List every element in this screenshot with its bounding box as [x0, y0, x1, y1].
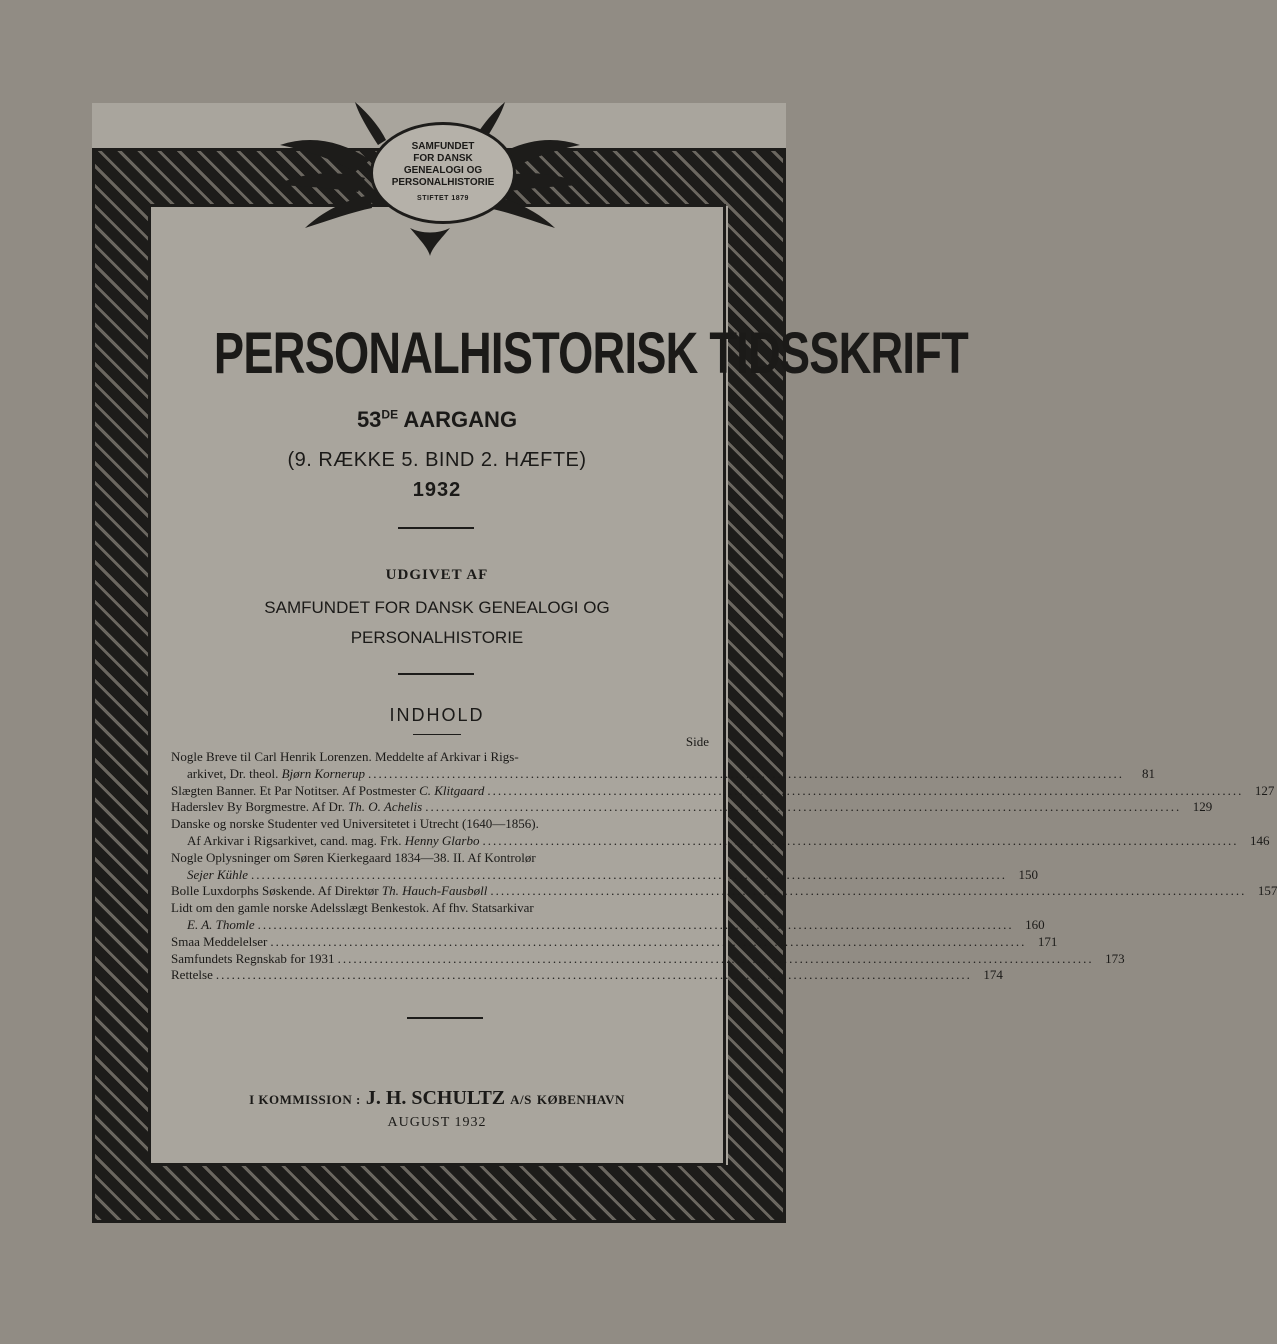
- seal-line-4: PERSONALHISTORIE: [391, 177, 495, 188]
- page-column-label: Side: [685, 734, 709, 749]
- toc-entry: [171, 832, 1270, 850]
- toc-entry-text: Samfundets Regnskab for 1931: [171, 950, 335, 966]
- series-line: (9. RÆKKE 5. BIND 2. HÆFTE): [287, 449, 587, 471]
- toc-entry: [171, 866, 1039, 884]
- volume-number: 53: [356, 407, 382, 432]
- toc-entry-author: Th. O. Achelis: [348, 799, 423, 815]
- toc-page-number: 146: [1249, 832, 1270, 848]
- toc-entry-text: Haderslev By Borgmestre. Af Dr.: [171, 799, 349, 815]
- toc-entry-title: [171, 951, 335, 968]
- toc-entry: [171, 782, 1275, 800]
- divider: [413, 734, 461, 735]
- toc-page-number: 171: [1037, 933, 1058, 949]
- divider: [398, 673, 474, 675]
- publisher-line-1: SAMFUNDET FOR DANSK GENEALOGI OG: [264, 598, 610, 617]
- commission-name: J. H. SCHULTZ: [365, 1087, 506, 1109]
- toc-leader-dots: [251, 867, 1007, 884]
- table-of-contents: [171, 749, 1277, 984]
- toc-leader-dots: [487, 783, 1243, 800]
- publisher: [151, 593, 723, 653]
- toc-entry-author: C. Klitgaard: [419, 782, 485, 798]
- published-by: UDGIVET AF: [385, 567, 489, 583]
- seal-founded: STIFTET 1879: [417, 195, 469, 202]
- toc-entry-title: [171, 799, 422, 816]
- toc-entry: [171, 950, 1125, 968]
- toc-entry-title: [187, 766, 365, 783]
- toc-entry-text: Af Arkivar i Rigsarkivet, cand. mag. Frk.: [187, 832, 405, 848]
- toc-page-number: 129: [1192, 799, 1213, 815]
- toc-entry-title: [171, 883, 487, 900]
- toc-entry: [171, 967, 1003, 984]
- toc-leader-dots: [482, 833, 1238, 850]
- commission-line: [151, 1087, 723, 1110]
- toc-leader-dots: [368, 766, 1124, 783]
- journal-title: PERSONALHISTORISK TIDSSKRIFT: [213, 321, 968, 386]
- volume-line: [151, 407, 723, 433]
- commission-prefix: I KOMMISSION :: [249, 1092, 361, 1107]
- seal-line-2: FOR DANSK: [413, 153, 473, 164]
- toc-entry-title: [187, 867, 248, 884]
- toc-page-number: 174: [983, 967, 1003, 983]
- toc-entry: [171, 765, 1156, 783]
- toc-entry-text: arkivet, Dr. theol.: [187, 765, 282, 781]
- issue-date: AUGUST 1932: [387, 1115, 487, 1130]
- toc-leader-dots: [490, 883, 1246, 900]
- toc-entry-line: Nogle Breve til Carl Henrik Lorenzen. Meddelte af Arkivar i Rigs-: [171, 749, 519, 764]
- toc-entry-title: [171, 967, 213, 984]
- toc-page-number: 173: [1105, 950, 1125, 966]
- toc-entry-author: E. A. Thomle: [187, 916, 255, 932]
- toc-entry: [171, 933, 1058, 951]
- commission-city: KØBENHAVN: [536, 1092, 625, 1107]
- toc-entry: [171, 883, 1277, 900]
- commission-mark: A/S: [510, 1092, 532, 1107]
- toc-entry: [171, 799, 1213, 816]
- toc-entry-text: Slægten Banner. Et Par Notitser. Af Postmester: [171, 782, 420, 798]
- toc-entry-author: Sejer Kühle: [187, 866, 249, 882]
- cover-content: [151, 207, 1277, 1163]
- seal-line-3: GENEALOGI OG: [403, 165, 483, 176]
- toc-entry-text: Bolle Luxdorphs Søskende. Af Direktør: [171, 883, 382, 899]
- toc-leader-dots: [425, 799, 1181, 816]
- toc-leader-dots: [216, 967, 972, 984]
- toc-entry: [171, 916, 1045, 934]
- toc-leader-dots: [338, 951, 1094, 968]
- toc-page-number: 160: [1025, 916, 1045, 932]
- divider: [398, 527, 474, 529]
- volume-label: AARGANG: [403, 407, 518, 432]
- divider: [407, 1017, 483, 1019]
- toc-entry-line: Danske og norske Studenter ved Universitetet i Utrecht (1640—1856).: [171, 816, 539, 832]
- seal-line-1: SAMFUNDET: [411, 141, 475, 152]
- publisher-line-2: PERSONALHISTORIE: [350, 628, 524, 647]
- toc-entry-title: [187, 833, 479, 850]
- toc-entry-text: Rettelse: [171, 967, 213, 983]
- toc-entry-title: [171, 934, 267, 951]
- toc-entry-title: [187, 917, 255, 934]
- toc-page-number: 157: [1257, 883, 1277, 899]
- toc-leader-dots: [270, 934, 1026, 951]
- toc-leader-dots: [258, 917, 1014, 934]
- toc-entry-author: Bjørn Kornerup: [281, 765, 366, 781]
- toc-entry-author: Henny Glarbo: [404, 832, 480, 848]
- toc-entry-title: [171, 783, 484, 800]
- toc-entry-line: Nogle Oplysninger om Søren Kierkegaard 1834—38. II. Af Kontrolør: [171, 849, 536, 865]
- toc-entry-text: Smaa Meddelelser: [171, 933, 268, 949]
- toc-page-number: 150: [1018, 866, 1039, 882]
- toc-entry-line: Lidt om den gamle norske Adelsslægt Benkestok. Af fhv. Statsarkivar: [171, 900, 534, 916]
- toc-page-number: 127: [1254, 782, 1275, 798]
- toc-entry-author: Th. Hauch-Fausbøll: [381, 883, 488, 899]
- volume-suffix: DE: [381, 407, 399, 422]
- contents-heading: INDHOLD: [389, 705, 485, 725]
- year: 1932: [412, 479, 462, 501]
- toc-page-number: 81: [1142, 765, 1156, 781]
